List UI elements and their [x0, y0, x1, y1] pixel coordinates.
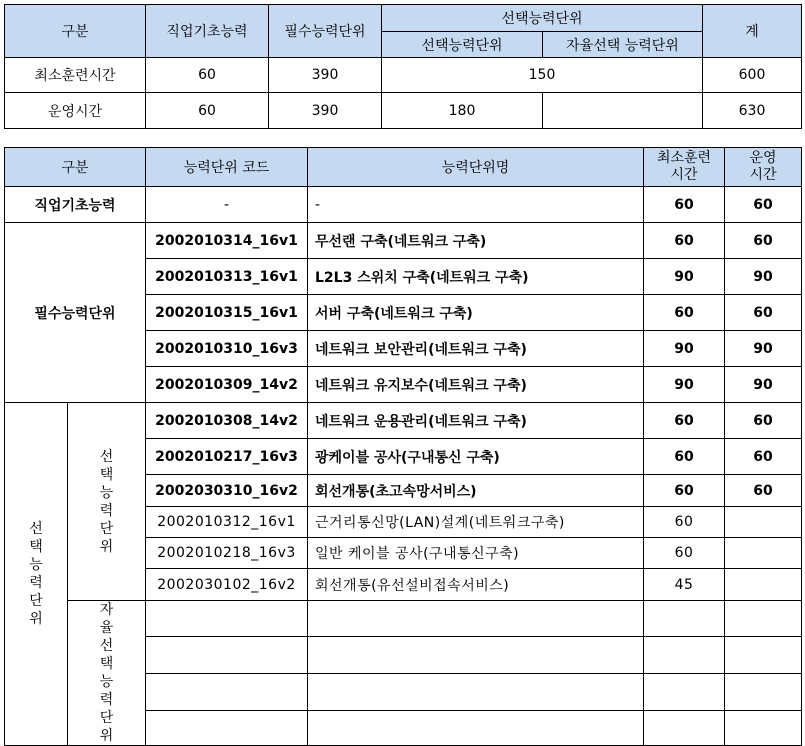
empty-cell	[644, 601, 725, 637]
summary-cell: 630	[703, 93, 802, 129]
group-required: 필수능력단위	[5, 223, 146, 403]
summary-header-required: 필수능력단위	[269, 5, 382, 58]
unit-name: L2L3 스위치 구축(네트워크 구축)	[308, 259, 644, 295]
summary-table	[4, 4, 802, 129]
unit-min-hours: 90	[644, 259, 725, 295]
unit-name: 일반 케이블 공사(구내통신구축)	[308, 538, 644, 569]
summary-header-total: 계	[703, 5, 802, 58]
group-elective-label: 선택능력단위	[29, 521, 43, 627]
unit-name: 네트워크 운용관리(네트워크 구축)	[308, 403, 644, 439]
empty-cell	[146, 637, 308, 673]
subgroup-free-label: 자율선택능력단위	[99, 602, 114, 744]
unit-op-hours: 90	[725, 331, 802, 367]
unit-code: 2002010314_16v1	[146, 223, 308, 259]
group-basic: 직업기초능력	[5, 187, 146, 223]
unit-code: 2002010312_16v1	[146, 507, 308, 538]
unit-code: 2002010313_16v1	[146, 259, 308, 295]
empty-cell	[725, 673, 802, 710]
unit-op-hours: 60	[725, 475, 802, 507]
unit-op-hours: 60	[725, 439, 802, 475]
unit-name: 네트워크 보안관리(네트워크 구축)	[308, 331, 644, 367]
unit-op-hours: 60	[725, 223, 802, 259]
detail-table	[4, 147, 802, 746]
detail-header-op-hours	[725, 148, 802, 187]
summary-cell: 60	[146, 58, 269, 93]
unit-name: 회선개통(초고속망서비스)	[308, 475, 644, 507]
summary-header-gubun: 구분	[5, 5, 146, 58]
summary-header-elective-sub: 선택능력단위	[382, 32, 543, 58]
unit-name: 서버 구축(네트워크 구축)	[308, 295, 644, 331]
summary-row-label: 운영시간	[5, 93, 146, 129]
unit-min-hours: 60	[644, 187, 725, 223]
summary-cell: 600	[703, 58, 802, 93]
empty-cell	[146, 710, 308, 745]
unit-op-hours: 90	[725, 259, 802, 295]
unit-name: -	[308, 187, 644, 223]
summary-header-basic: 직업기초능력	[146, 5, 269, 58]
empty-cell	[644, 637, 725, 673]
unit-min-hours: 60	[644, 223, 725, 259]
unit-code: 2002030310_16v2	[146, 475, 308, 507]
summary-cell: 390	[269, 58, 382, 93]
summary-header-free-sub: 자율선택 능력단위	[543, 32, 703, 58]
empty-cell	[308, 637, 644, 673]
unit-name: 회선개통(유선설비접속서비스)	[308, 569, 644, 601]
detail-header-op-hours-text: 운영 시간	[749, 150, 777, 183]
summary-cell: 150	[382, 58, 703, 93]
empty-cell	[146, 673, 308, 710]
detail-header-min-hours	[644, 148, 725, 187]
unit-code: 2002010310_16v3	[146, 331, 308, 367]
unit-min-hours: 90	[644, 367, 725, 403]
empty-cell	[308, 601, 644, 637]
unit-min-hours: 60	[644, 475, 725, 507]
summary-cell: 180	[382, 93, 543, 129]
empty-cell	[725, 637, 802, 673]
empty-cell	[644, 673, 725, 710]
unit-min-hours: 90	[644, 331, 725, 367]
empty-cell	[644, 710, 725, 745]
detail-header-name: 능력단위명	[308, 148, 644, 187]
subgroup-elective	[68, 403, 146, 601]
unit-code: 2002010308_14v2	[146, 403, 308, 439]
subgroup-elective-label: 선택능력단위	[99, 448, 114, 555]
unit-op-hours	[725, 507, 802, 538]
unit-op-hours	[725, 569, 802, 601]
summary-cell	[543, 93, 703, 129]
unit-min-hours: 60	[644, 538, 725, 569]
empty-cell	[146, 601, 308, 637]
unit-code: 2002030102_16v2	[146, 569, 308, 601]
empty-cell	[725, 601, 802, 637]
unit-op-hours: 60	[725, 403, 802, 439]
empty-cell	[308, 673, 644, 710]
unit-op-hours: 60	[725, 295, 802, 331]
unit-min-hours: 60	[644, 403, 725, 439]
detail-header-min-hours-text: 최소훈련 시간	[656, 150, 712, 183]
empty-cell	[308, 710, 644, 745]
unit-op-hours	[725, 538, 802, 569]
unit-min-hours: 60	[644, 295, 725, 331]
unit-min-hours: 45	[644, 569, 725, 601]
unit-min-hours: 60	[644, 439, 725, 475]
group-elective	[5, 403, 68, 746]
summary-cell: 390	[269, 93, 382, 129]
unit-op-hours: 60	[725, 187, 802, 223]
unit-name: 무선랜 구축(네트워크 구축)	[308, 223, 644, 259]
summary-row-label: 최소훈련시간	[5, 58, 146, 93]
detail-header-gubun: 구분	[5, 148, 146, 187]
empty-cell	[725, 710, 802, 745]
unit-op-hours: 90	[725, 367, 802, 403]
unit-code: -	[146, 187, 308, 223]
unit-name: 근거리통신망(LAN)설계(네트워크구축)	[308, 507, 644, 538]
unit-name: 광케이블 공사(구내통신 구축)	[308, 439, 644, 475]
unit-name: 네트워크 유지보수(네트워크 구축)	[308, 367, 644, 403]
subgroup-free	[68, 601, 146, 746]
unit-code: 2002010217_16v3	[146, 439, 308, 475]
summary-cell: 60	[146, 93, 269, 129]
detail-header-code: 능력단위 코드	[146, 148, 308, 187]
unit-code: 2002010218_16v3	[146, 538, 308, 569]
unit-code: 2002010309_14v2	[146, 367, 308, 403]
unit-min-hours: 60	[644, 507, 725, 538]
unit-code: 2002010315_16v1	[146, 295, 308, 331]
summary-header-elective: 선택능력단위	[382, 5, 703, 32]
